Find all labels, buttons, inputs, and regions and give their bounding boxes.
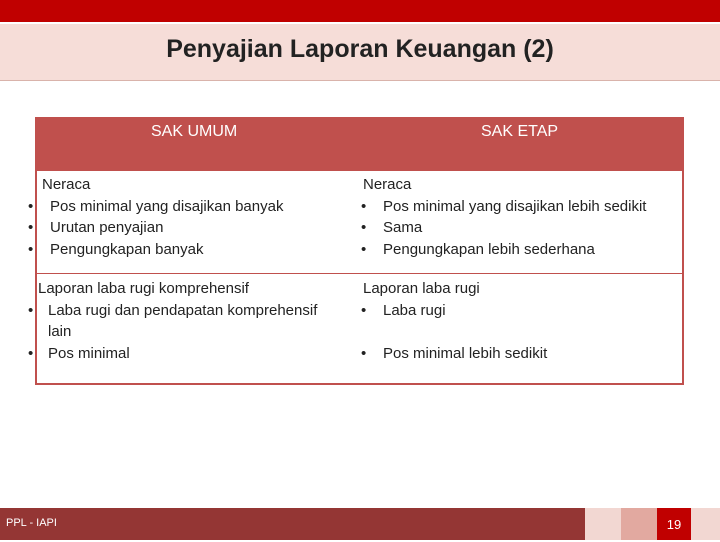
bullet-icon: • xyxy=(361,197,367,215)
footer-decor-block xyxy=(621,508,657,540)
bullet-icon: • xyxy=(361,344,367,362)
cell-row2-left xyxy=(28,278,358,364)
comparison-table xyxy=(28,117,684,385)
list-item: • Pos minimal xyxy=(28,343,358,365)
list-item: • Pos minimal yang disajikan lebih sedikit xyxy=(361,196,679,218)
cell-row2-right xyxy=(361,278,679,364)
slide-title: Penyajian Laporan Keuangan (2) xyxy=(166,35,554,63)
bullet-icon: • xyxy=(361,219,367,236)
cell-heading: Laporan laba rugi komprehensif xyxy=(38,280,249,297)
cell-heading: Neraca xyxy=(42,176,91,193)
list-item: • Laba rugi xyxy=(361,300,679,322)
cell-heading: Laporan laba rugi xyxy=(363,280,480,297)
bullet-icon: • xyxy=(361,240,367,258)
bullet-icon: • xyxy=(28,219,34,236)
footer-label: PPL - IAPI xyxy=(6,517,57,529)
cell-heading: Neraca xyxy=(363,176,412,193)
top-accent-bar xyxy=(0,0,720,22)
list-item: • Urutan penyajian xyxy=(28,217,348,239)
bullet-icon: • xyxy=(28,197,34,215)
list-item: • Pengungkapan banyak xyxy=(28,239,348,261)
page-number: 19 xyxy=(666,517,682,532)
bullet-icon: • xyxy=(28,301,34,319)
header-sak-etap: SAK ETAP xyxy=(481,123,559,140)
bullet-icon: • xyxy=(28,240,34,258)
bullet-continuation: lain xyxy=(48,323,72,340)
bullet-icon: • xyxy=(28,344,34,362)
cell-row1-right xyxy=(361,174,679,260)
list-item: • Pos minimal yang disajikan banyak xyxy=(28,196,348,218)
cell-row1-left xyxy=(28,174,348,260)
footer-decor-block xyxy=(691,508,720,540)
row-divider xyxy=(37,273,682,274)
footer-decor-block xyxy=(585,508,621,540)
header-sak-umum: SAK UMUM xyxy=(151,123,238,140)
list-item: • Pengungkapan lebih sederhana xyxy=(361,239,679,261)
list-item: • Pos minimal lebih sedikit xyxy=(361,343,679,365)
list-item: • Sama xyxy=(361,217,679,239)
bullet-icon: • xyxy=(361,301,367,319)
table-header-row xyxy=(37,119,682,171)
list-item: • Laba rugi dan pendapatan komprehensif xyxy=(28,300,358,322)
